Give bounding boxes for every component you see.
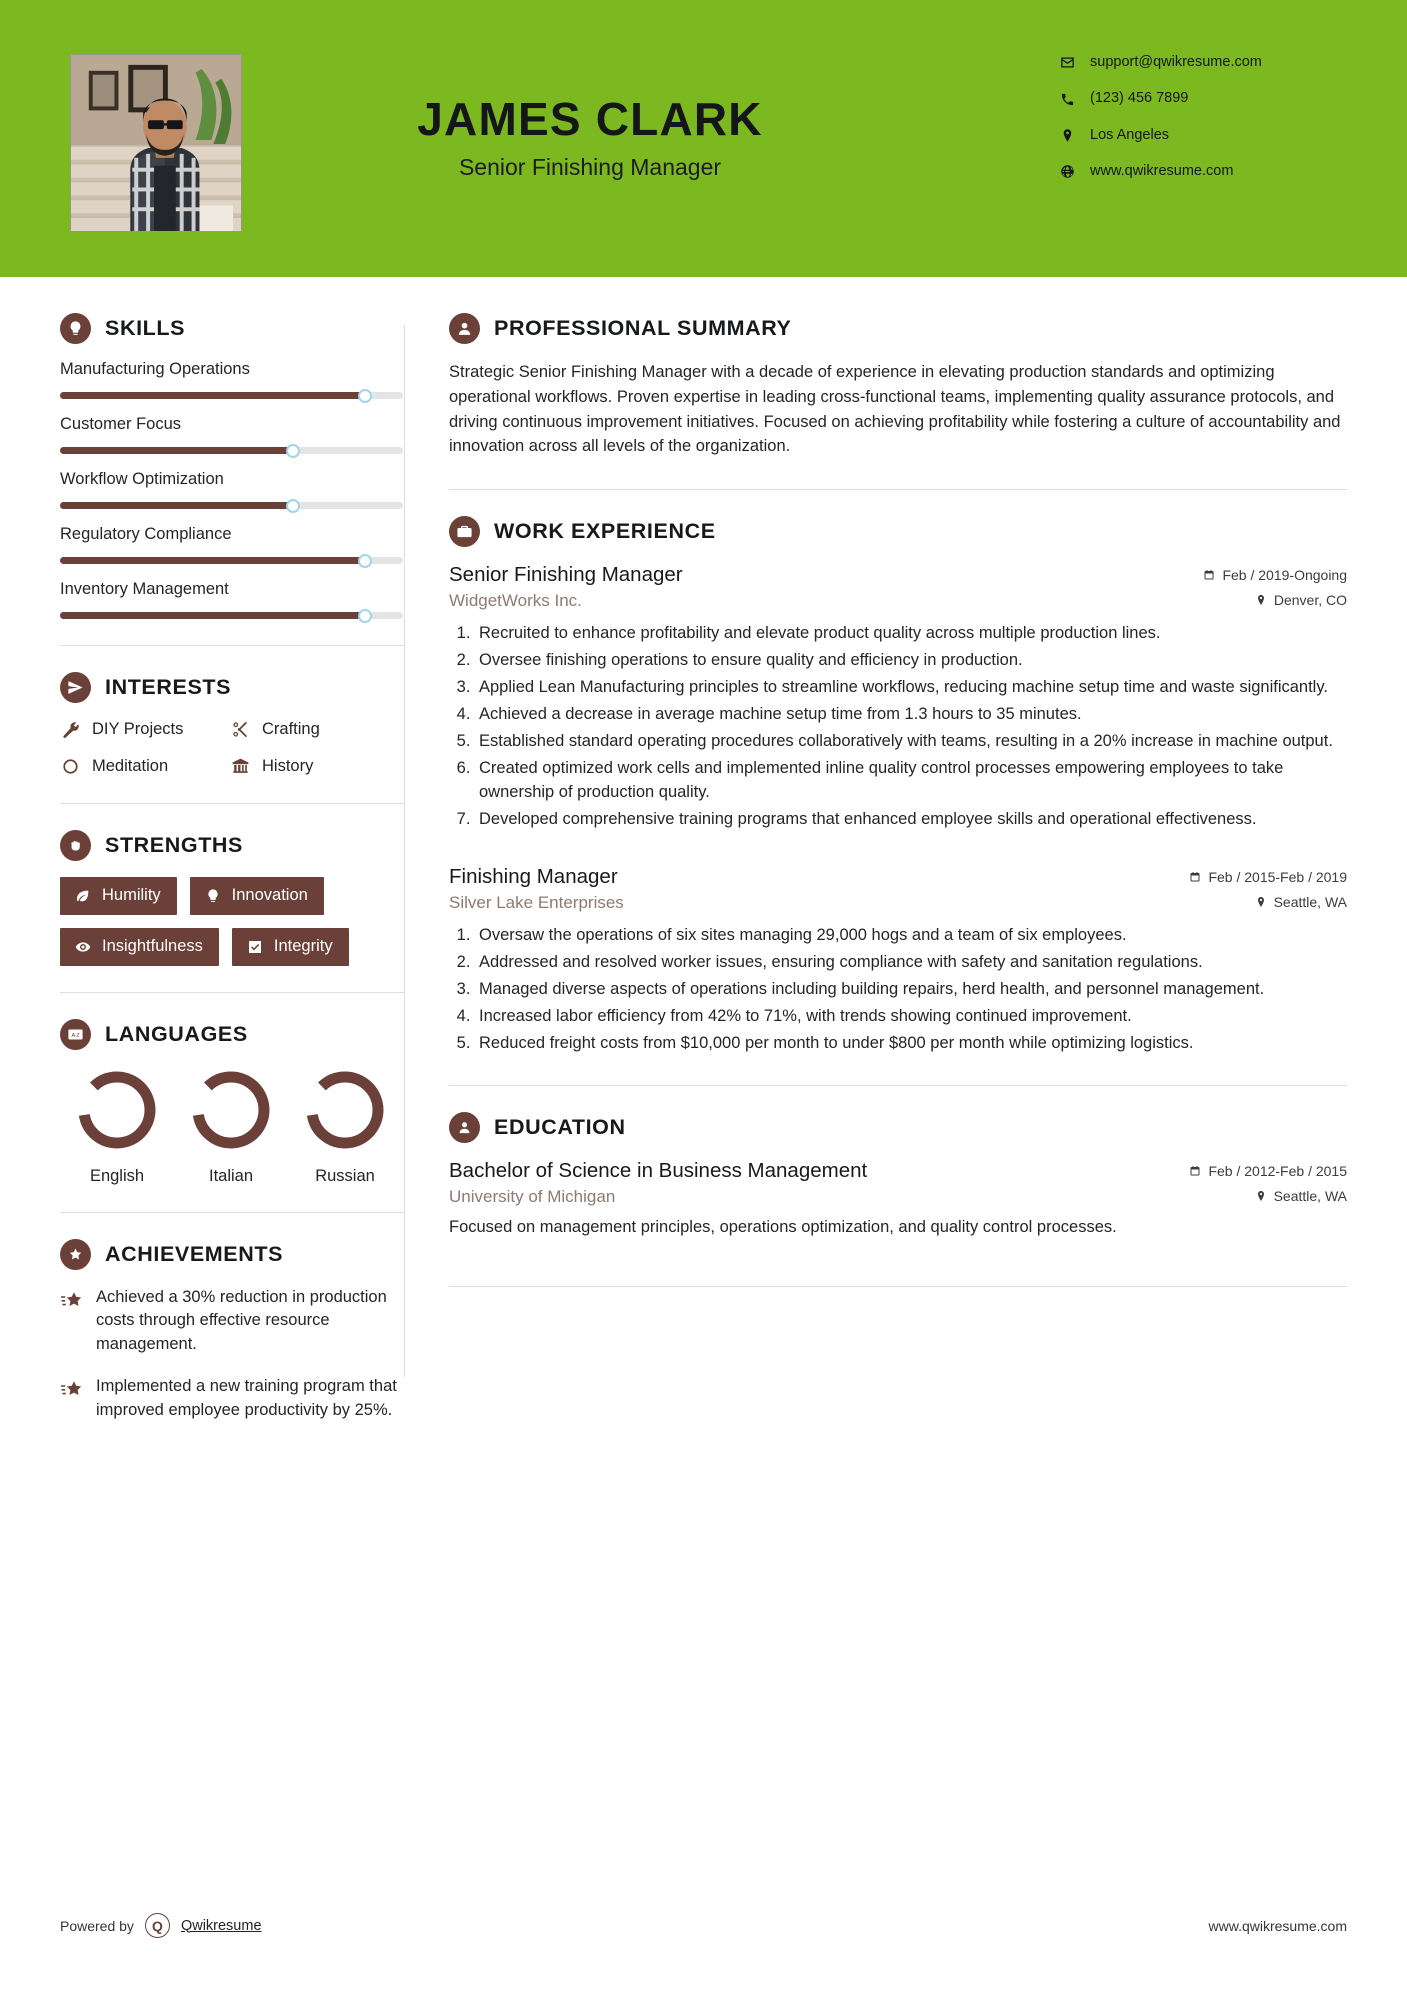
education-heading: [449, 1112, 1347, 1143]
skill-item: [60, 415, 404, 454]
jobs-list: [449, 563, 1347, 1055]
achievements-title: ACHIEVEMENTS: [105, 1242, 284, 1266]
skill-bar-knob[interactable]: [286, 499, 300, 513]
achievement-star-icon: [60, 1378, 84, 1402]
divider: [60, 803, 404, 804]
section-interests: [60, 672, 404, 777]
strengths-title: STRENGTHS: [105, 833, 243, 857]
job-bullet: 4. Increased labor efficiency from 42% to 71%, with trends showing continued improvement.: [475, 1005, 1347, 1028]
strength-label: Integrity: [273, 937, 333, 955]
user-icon: [449, 313, 480, 344]
contact-website[interactable]: [1059, 163, 1359, 180]
profile-photo-illustration: [71, 55, 241, 231]
footer-website[interactable]: www.qwikresume.com: [1208, 1917, 1347, 1934]
job-bullet: 5. Reduced freight costs from $10,000 per month to under $800 per month while optimizing logistics.: [475, 1032, 1347, 1055]
language-donut: [73, 1066, 161, 1154]
circle-icon: [60, 756, 81, 777]
languages-title: LANGUAGES: [105, 1022, 248, 1046]
job-location-value: Denver, CO: [1273, 592, 1347, 608]
achievements-heading: [60, 1239, 404, 1270]
education-title: EDUCATION: [494, 1115, 626, 1140]
skill-bar-knob[interactable]: [286, 444, 300, 458]
experience-heading: [449, 516, 1347, 547]
skill-bar[interactable]: [60, 447, 403, 454]
strength-chip: [232, 928, 349, 966]
skill-item: [60, 470, 404, 509]
interest-item: [60, 719, 230, 740]
interests-title: INTERESTS: [105, 675, 232, 699]
skills-heading: [60, 313, 404, 344]
job-title: Finishing Manager: [449, 864, 618, 888]
strength-label: Insightfulness: [102, 937, 203, 955]
achievement-item: [60, 1286, 404, 1356]
interest-item: [230, 756, 404, 777]
skill-bar-knob[interactable]: [358, 609, 372, 623]
avatar: [70, 54, 242, 232]
main-content: [405, 277, 1407, 1441]
skill-bar-fill: [60, 557, 365, 564]
education-location: [1255, 1188, 1347, 1204]
graduate-icon: [449, 1112, 480, 1143]
language-item: [60, 1066, 174, 1186]
education-description: Focused on management principles, operations optimization, and quality control processes.: [449, 1218, 1117, 1237]
achievements-list: [60, 1286, 404, 1422]
qwikresume-logo-icon: Q: [145, 1913, 170, 1938]
skill-item: [60, 580, 404, 619]
skill-bar-knob[interactable]: [358, 389, 372, 403]
location-pin-icon: [1255, 896, 1267, 908]
job-dates-value: Feb / 2019-Ongoing: [1222, 567, 1347, 583]
paper-plane-icon: [60, 672, 91, 703]
mail-icon: [1059, 54, 1076, 71]
job-location: [1255, 592, 1347, 608]
contact-phone-value: (123) 456 7899: [1090, 90, 1189, 107]
language-donut: [187, 1066, 275, 1154]
job-bullet: 1. Recruited to enhance profitability and elevate product quality across multiple production lines.: [475, 622, 1347, 645]
calendar-icon: [1189, 871, 1201, 883]
education-list: [449, 1159, 1347, 1240]
contact-list: [1059, 54, 1359, 232]
language-name: English: [89, 1167, 145, 1185]
job-bullets: [449, 924, 1347, 1055]
language-name: Russian: [315, 1167, 375, 1185]
skills-list: [60, 360, 404, 619]
strength-chip: [60, 877, 177, 915]
skill-bar[interactable]: [60, 502, 403, 509]
fist-icon: [60, 830, 91, 861]
calendar-icon: [1203, 569, 1215, 581]
skill-bar-fill: [60, 392, 365, 399]
job-title: Senior Finishing Manager: [449, 563, 683, 586]
skill-name: Manufacturing Operations: [60, 360, 250, 378]
interest-item: [60, 756, 230, 777]
job-location-value: Seattle, WA: [1273, 893, 1347, 910]
strength-label: Innovation: [231, 886, 308, 904]
eye-icon: [74, 938, 92, 956]
achievement-text: Implemented a new training program that improved employee productivity by 25%.: [96, 1377, 397, 1419]
interest-label: History: [262, 757, 314, 775]
achievement-text: Achieved a 30% reduction in production costs through effective resource management.: [96, 1288, 387, 1353]
contact-website-value: www.qwikresume.com: [1090, 163, 1234, 180]
interest-label: Meditation: [92, 757, 169, 775]
education-school: University of Michigan: [449, 1187, 616, 1207]
section-education: [449, 1112, 1347, 1240]
job-bullets: [449, 622, 1347, 831]
job-dates: [1189, 869, 1347, 885]
skill-bar[interactable]: [60, 557, 403, 564]
skills-title: SKILLS: [105, 316, 186, 340]
lightbulb-icon: [60, 313, 91, 344]
section-languages: [60, 1019, 404, 1186]
job-bullet: 3. Applied Lean Manufacturing principles to streamline workflows, reducing machine setup time and waste significantly.: [475, 676, 1347, 699]
job-dates: [1203, 567, 1347, 583]
museum-icon: [230, 756, 251, 777]
strengths-list: [60, 877, 410, 966]
job-bullet: 5. Established standard operating procedures collaboratively with teams, resulting in a 20% increase in machine output.: [475, 730, 1347, 753]
wrench-icon: [60, 719, 81, 740]
divider: [60, 1212, 404, 1213]
achievement-star-icon: [60, 1289, 84, 1313]
job-entry: [449, 563, 1347, 831]
strength-label: Humility: [102, 886, 161, 904]
sidebar: [0, 277, 404, 1441]
achievement-item: [60, 1375, 404, 1422]
contact-phone[interactable]: [1059, 90, 1359, 107]
divider: [449, 1286, 1347, 1287]
footer-brand-link[interactable]: Qwikresume: [180, 1917, 262, 1934]
interest-item: [230, 719, 404, 740]
skill-bar-fill: [60, 612, 365, 619]
divider: [60, 645, 404, 646]
job-role: Senior Finishing Manager: [458, 153, 722, 180]
phone-icon: [1059, 91, 1076, 108]
name-block: [242, 54, 882, 232]
section-summary: [449, 313, 1347, 459]
skill-name: Inventory Management: [60, 580, 229, 598]
languages-heading: [60, 1019, 404, 1050]
section-experience: [449, 516, 1347, 1055]
language-donut: [301, 1066, 389, 1154]
summary-heading: [449, 313, 1347, 344]
strength-chip: [60, 928, 219, 966]
check-square-icon: [246, 938, 264, 956]
calendar-icon: [1189, 1165, 1201, 1177]
svg-text:Z: Z: [76, 1032, 80, 1039]
contact-email[interactable]: [1059, 54, 1359, 71]
interest-label: DIY Projects: [92, 720, 184, 738]
skill-item: [60, 360, 404, 399]
globe-icon: [1059, 163, 1076, 180]
contact-location: [1059, 127, 1359, 144]
languages-list: [60, 1066, 404, 1186]
job-bullet: 2. Oversee finishing operations to ensure quality and efficiency in production.: [475, 649, 1347, 672]
skill-bar-knob[interactable]: [358, 554, 372, 568]
location-pin-icon: [1255, 594, 1267, 606]
language-item: [288, 1066, 402, 1186]
divider: [449, 489, 1347, 490]
education-dates: [1189, 1163, 1347, 1179]
contact-location-value: Los Angeles: [1090, 126, 1170, 143]
leaf-icon: [74, 887, 92, 905]
section-strengths: [60, 830, 404, 966]
skill-bar[interactable]: [60, 612, 403, 619]
skill-name: Customer Focus: [60, 415, 182, 433]
job-bullet: 7. Developed comprehensive training programs that enhanced employee skills and operational effectiveness.: [475, 808, 1347, 831]
language-name: Italian: [208, 1167, 254, 1185]
divider: [449, 1085, 1347, 1086]
skill-item: [60, 525, 404, 564]
job-company: WidgetWorks Inc.: [449, 591, 582, 610]
job-bullet: 3. Managed diverse aspects of operations including building repairs, herd health, and personnel management.: [475, 978, 1347, 1001]
star-badge-icon: [60, 1239, 91, 1270]
strength-chip: [190, 877, 324, 915]
footer-powered-by: [60, 1913, 262, 1938]
briefcase-icon: [449, 516, 480, 547]
education-entry: [449, 1159, 1347, 1240]
language-item: [174, 1066, 288, 1186]
interests-list: [60, 719, 404, 777]
svg-text:A: A: [71, 1032, 76, 1039]
bulb-icon: [204, 887, 222, 905]
location-pin-icon: [1255, 1190, 1267, 1202]
job-bullet: 1. Oversaw the operations of six sites managing 29,000 hogs and a team of six employees.: [475, 924, 1347, 947]
education-dates-value: Feb / 2012-Feb / 2015: [1208, 1163, 1347, 1180]
skill-bar[interactable]: [60, 392, 403, 399]
translate-icon: [60, 1019, 91, 1050]
resume-body: [0, 277, 1407, 1441]
contact-email-value: support@qwikresume.com: [1090, 54, 1262, 70]
section-achievements: [60, 1239, 404, 1422]
full-name: JAMES CLARK: [417, 93, 763, 145]
scissors-icon: [230, 719, 251, 740]
job-bullet: 6. Created optimized work cells and implemented inline quality control processes empowering employees to take ownership of production quality.: [475, 757, 1347, 803]
interest-label: Crafting: [262, 720, 320, 738]
job-company: Silver Lake Enterprises: [449, 892, 624, 912]
pin-icon: [1059, 127, 1076, 144]
summary-text: Strategic Senior Finishing Manager with a decade of experience in elevating production standards and optimizing operational workflows. Proven expertise in leading cross-functional teams, implementing quality assurance protocols, and driving continuous improvement initiatives. Focused on achieving profitability while fostering a culture of accountability and innovation across all levels of the organization.: [449, 363, 1341, 456]
job-bullet: 4. Achieved a decrease in average machine setup time from 1.3 hours to 35 minutes.: [475, 703, 1347, 726]
job-dates-value: Feb / 2015-Feb / 2019: [1208, 868, 1347, 885]
resume-header: [0, 0, 1407, 277]
strengths-heading: [60, 830, 404, 861]
section-skills: [60, 313, 404, 619]
divider: [60, 992, 404, 993]
skill-name: Regulatory Compliance: [60, 525, 232, 543]
job-bullet: 2. Addressed and resolved worker issues, ensuring compliance with safety and sanitation regulations.: [475, 951, 1347, 974]
skill-bar-fill: [60, 447, 293, 454]
job-entry: [449, 865, 1347, 1055]
education-degree: Bachelor of Science in Business Management: [449, 1159, 868, 1183]
skill-name: Workflow Optimization: [60, 470, 224, 488]
summary-title: PROFESSIONAL SUMMARY: [494, 316, 792, 340]
job-location: [1255, 894, 1347, 910]
education-location-value: Seattle, WA: [1273, 1188, 1347, 1205]
footer: [0, 1913, 1407, 1938]
footer-powered-label: Powered by: [60, 1917, 134, 1934]
skill-bar-fill: [60, 502, 293, 509]
interests-heading: [60, 672, 404, 703]
experience-title: WORK EXPERIENCE: [494, 519, 716, 543]
